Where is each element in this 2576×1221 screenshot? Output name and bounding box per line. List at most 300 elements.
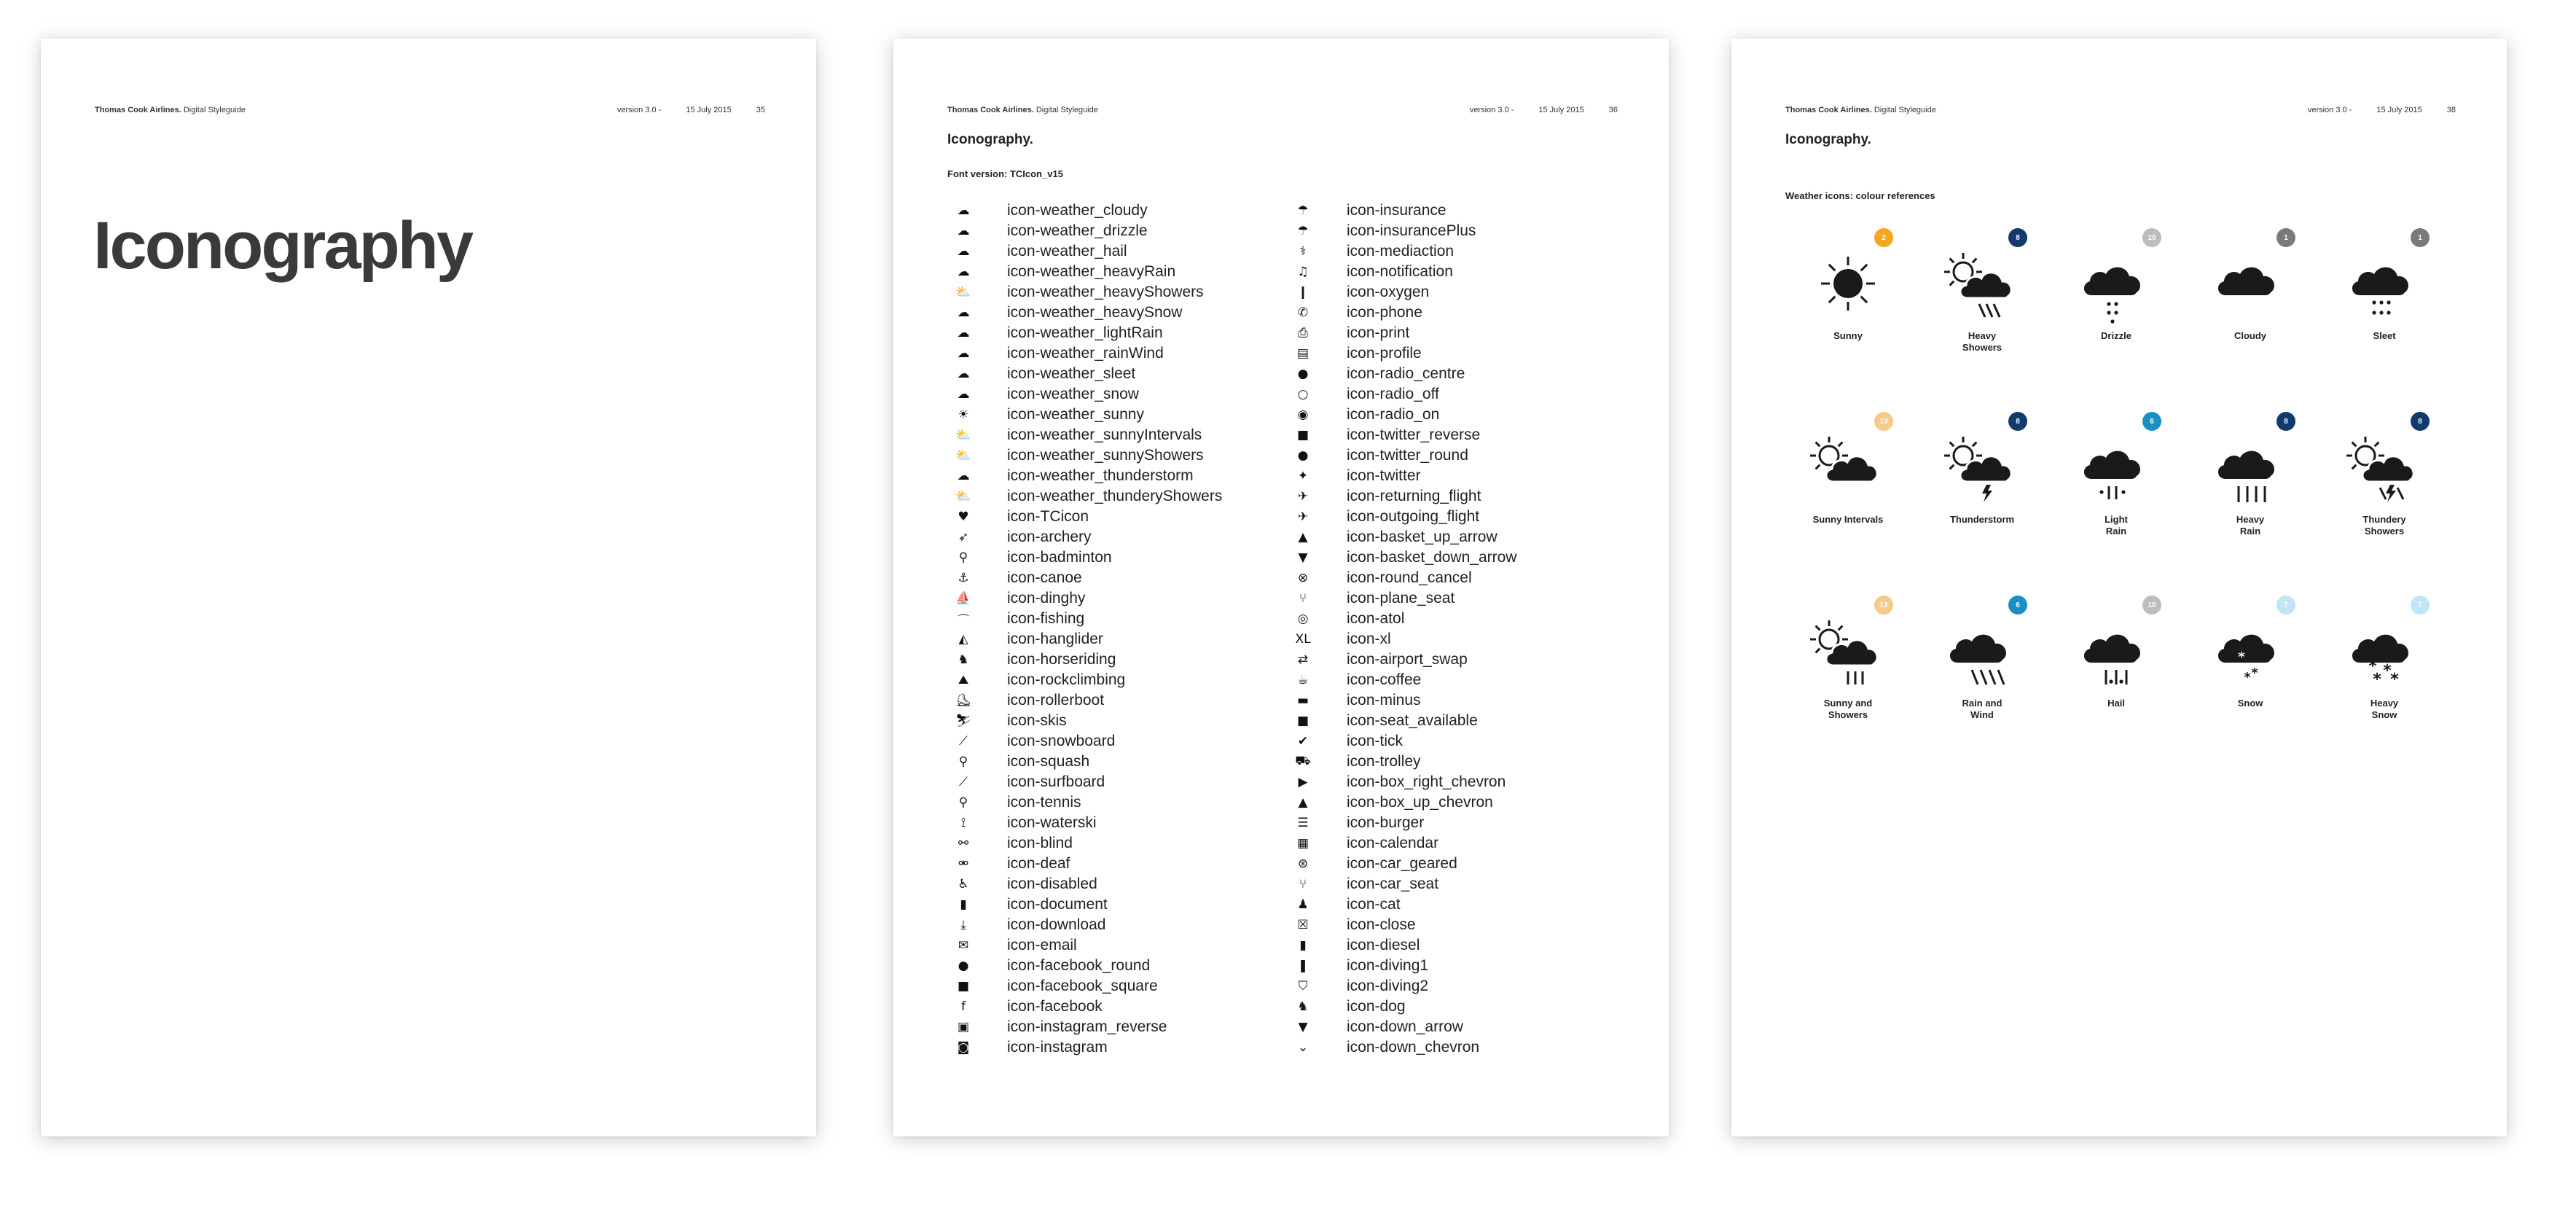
icon-list-item	[1294, 527, 1516, 547]
icon-class-name: icon-oxygen	[1347, 284, 1430, 300]
header-version: version 3.0 -	[616, 106, 662, 114]
weather-icon-label: Light Rain	[2105, 514, 2128, 537]
icon-class-name: icon-facebook_square	[1007, 978, 1158, 994]
icon-list-item	[1294, 976, 1516, 996]
weather-icon-card	[1915, 596, 2049, 757]
icon-list-item	[955, 935, 1222, 956]
colour-reference-badge: 7	[2276, 596, 2295, 615]
colour-reference-badge: 1	[2276, 228, 2295, 247]
icon-list-item	[955, 221, 1222, 241]
icon-class-name: icon-diving1	[1347, 957, 1429, 974]
icon-class-name: icon-dinghy	[1007, 590, 1086, 606]
canoe-icon: ⚓	[958, 571, 969, 585]
icon-list-item	[1294, 792, 1516, 813]
icon-class-name: icon-seat_available	[1347, 712, 1478, 729]
weather-icon-card	[1915, 228, 2049, 390]
cloud-icon: ☁	[957, 469, 970, 483]
svg-text:*: *	[2371, 639, 2380, 657]
xl-icon: XL	[1295, 632, 1311, 647]
facebook-square-icon: ■	[957, 979, 970, 994]
icon-class-name: icon-tennis	[1007, 794, 1081, 811]
icon-class-name: icon-weather_sleet	[1007, 365, 1136, 382]
heavy-rain-icon	[2209, 431, 2291, 511]
weather-icon-card	[2183, 228, 2317, 390]
icon-class-name: icon-box_right_chevron	[1347, 773, 1506, 790]
radio-off-icon: ○	[1297, 387, 1309, 402]
light-rain-icon	[2075, 431, 2157, 511]
icon-class-name: icon-radio_centre	[1347, 365, 1465, 382]
icon-list-item	[955, 996, 1222, 1017]
icon-class-name: icon-radio_off	[1347, 386, 1439, 402]
icon-list-item	[1294, 629, 1516, 649]
icon-class-name: icon-weather_sunny	[1007, 406, 1144, 423]
icon-class-name: icon-print	[1347, 324, 1410, 341]
twitter-reverse-icon: ■	[1296, 428, 1309, 442]
icon-list-item	[1294, 425, 1516, 445]
car-seat-icon: ⑂	[1299, 877, 1307, 892]
font-version-label: Font version: TCIcon_v15	[947, 168, 1063, 179]
cloudy-icon	[2209, 247, 2291, 327]
icon-list-item	[1294, 915, 1516, 935]
icon-class-name: icon-twitter	[1347, 467, 1421, 484]
icon-list-item	[1294, 690, 1516, 711]
dog-icon: ♞	[1297, 999, 1309, 1014]
cloud-sun-icon: ⛅	[955, 285, 971, 300]
icon-class-name: icon-horseriding	[1007, 651, 1116, 668]
icon-list-item	[1294, 221, 1516, 241]
icon-list-item	[955, 874, 1222, 894]
icon-list-left	[955, 200, 1222, 1058]
weather-icon-label: Thunderstorm	[1949, 514, 2015, 525]
icon-list-item	[1294, 854, 1516, 874]
icon-class-name: icon-twitter_reverse	[1347, 426, 1481, 443]
svg-text:*: *	[2251, 666, 2258, 681]
page-number: 38	[2446, 106, 2456, 114]
returning-flight-icon: ✈	[1297, 489, 1309, 504]
thundery-showers-icon	[2344, 431, 2425, 511]
cloud-icon: ☁	[957, 326, 970, 340]
icon-list-item	[1294, 996, 1516, 1017]
icon-class-name: icon-weather_rainWind	[1007, 345, 1164, 362]
icon-list-item	[1294, 405, 1516, 425]
svg-text:*: *	[2390, 671, 2399, 689]
icon-class-name: icon-phone	[1347, 304, 1422, 321]
icon-class-name: icon-cat	[1347, 896, 1401, 913]
icon-class-name: icon-canoe	[1007, 569, 1082, 586]
weather-colour-label: Weather icons: colour references	[1785, 190, 1935, 201]
profile-icon: ▤	[1296, 346, 1309, 361]
rockclimbing-icon: ⛰	[958, 673, 969, 687]
icon-list-item	[1294, 935, 1516, 956]
basket-down-arrow-icon: ▼	[1298, 550, 1308, 565]
header-version: version 3.0 -	[2307, 106, 2352, 114]
icon-list-item	[955, 200, 1222, 221]
page-header	[947, 106, 1618, 120]
icon-class-name: icon-diesel	[1347, 937, 1420, 953]
brand-subtitle: Digital Styleguide	[181, 106, 246, 114]
icon-class-name: icon-coffee	[1347, 671, 1422, 688]
weather-icon-label: Rain and Wind	[1962, 698, 2003, 720]
fishing-icon: ⌒	[957, 613, 970, 628]
round-cancel-icon: ⊗	[1297, 571, 1309, 585]
rain-wind-icon	[1941, 615, 2023, 695]
icon-list-item	[1294, 364, 1516, 384]
icon-list-item	[955, 568, 1222, 588]
icon-list-item	[1294, 813, 1516, 833]
colour-reference-badge: 2	[1874, 228, 1893, 247]
brand-name: Thomas Cook Airlines.	[947, 106, 1034, 114]
seat-available-icon: ■	[1296, 714, 1309, 728]
icon-class-name: icon-skis	[1007, 712, 1067, 729]
icon-class-name: icon-atol	[1347, 610, 1405, 627]
icon-class-name: icon-snowboard	[1007, 733, 1116, 749]
icon-list-item	[955, 466, 1222, 486]
colour-reference-badge: 8	[2276, 412, 2295, 431]
icon-class-name: icon-car_geared	[1347, 855, 1457, 872]
colour-reference-badge: 7	[2411, 596, 2430, 615]
heavy-snow-icon	[2344, 615, 2425, 695]
hanglider-icon: ◭	[958, 632, 968, 647]
icon-class-name: icon-document	[1007, 896, 1108, 913]
weather-icon-label: Drizzle	[2101, 330, 2131, 341]
icon-class-name: icon-round_cancel	[1347, 569, 1472, 586]
icon-class-name: icon-trolley	[1347, 753, 1421, 770]
heavy-showers-icon	[1941, 247, 2023, 327]
icon-class-name: icon-archery	[1007, 528, 1092, 545]
icon-class-name: icon-xl	[1347, 631, 1391, 647]
colour-reference-badge: 8	[2008, 412, 2027, 431]
brand-name: Thomas Cook Airlines.	[95, 106, 181, 114]
icon-class-name: icon-squash	[1007, 753, 1090, 770]
cloud-sun-icon: ⛅	[955, 489, 971, 504]
icon-list-item	[1294, 894, 1516, 915]
surfboard-icon: ⟋	[959, 775, 968, 789]
styleguide-page-38	[1731, 39, 2507, 1136]
down-arrow-icon: ▼	[1298, 1020, 1308, 1034]
car-geared-icon: ⊛	[1297, 857, 1309, 871]
icon-class-name: icon-email	[1007, 937, 1077, 953]
twitter-icon: ✦	[1297, 469, 1309, 483]
calendar-icon: ▦	[1296, 836, 1309, 851]
page-header	[95, 106, 765, 120]
icon-list-item	[1294, 200, 1516, 221]
icon-class-name: icon-close	[1347, 916, 1416, 933]
badminton-icon: ⚲	[958, 550, 968, 565]
icon-list-item	[955, 792, 1222, 813]
icon-list-item	[955, 588, 1222, 609]
weather-icon-card	[1781, 596, 1915, 757]
cloud-icon: ☁	[957, 203, 970, 218]
tick-icon: ✔	[1297, 734, 1309, 749]
dinghy-icon: ⛵	[955, 591, 971, 606]
header-brand	[947, 106, 1098, 114]
icon-class-name: icon-instagram	[1007, 1039, 1108, 1056]
icon-class-name: icon-instagram_reverse	[1007, 1018, 1167, 1035]
icon-class-name: icon-insurance	[1347, 202, 1446, 219]
icon-list-item	[1294, 833, 1516, 854]
svg-text:*: *	[2383, 634, 2392, 652]
icon-list-item	[1294, 323, 1516, 343]
icon-class-name: icon-weather_sunnyShowers	[1007, 447, 1204, 464]
rollerboot-icon: ⛸	[955, 693, 971, 708]
heart-icon: ♥	[958, 510, 969, 524]
sleet-icon	[2344, 247, 2425, 327]
icon-class-name: icon-hanglider	[1007, 631, 1103, 647]
tennis-icon: ⚲	[958, 795, 968, 810]
hail-icon	[2075, 615, 2157, 695]
icon-list-item	[955, 894, 1222, 915]
icon-class-name: icon-insurancePlus	[1347, 222, 1476, 239]
header-date: 15 July 2015	[686, 106, 732, 114]
colour-reference-badge: 13	[1874, 412, 1893, 431]
icon-list-item	[955, 1037, 1222, 1058]
cloud-icon: ☁	[957, 305, 970, 320]
icon-class-name: icon-diving2	[1347, 978, 1429, 994]
icon-list-item	[955, 303, 1222, 323]
header-date: 15 July 2015	[1538, 106, 1584, 114]
icon-class-name: icon-badminton	[1007, 549, 1112, 566]
weather-icon-grid	[1781, 228, 2451, 779]
icon-class-name: icon-down_arrow	[1347, 1018, 1463, 1035]
icon-class-name: icon-car_seat	[1347, 875, 1439, 892]
icon-list-item	[955, 772, 1222, 792]
icon-list-item	[955, 609, 1222, 629]
icon-class-name: icon-twitter_round	[1347, 447, 1468, 464]
icon-class-name: icon-weather_cloudy	[1007, 202, 1148, 219]
icon-list-item	[1294, 303, 1516, 323]
page-header	[1785, 106, 2456, 120]
icon-list-item	[1294, 1017, 1516, 1037]
icon-list-item	[1294, 547, 1516, 568]
styleguide-page-36	[893, 39, 1669, 1136]
weather-icon-card	[1915, 412, 2049, 574]
box-right-chevron-icon: ▶	[1298, 775, 1308, 789]
close-icon: ☒	[1297, 918, 1309, 932]
icon-list-item	[1294, 241, 1516, 262]
icon-class-name: icon-weather_hail	[1007, 243, 1127, 260]
icon-class-name: icon-basket_down_arrow	[1347, 549, 1517, 566]
weather-icon-card	[2317, 412, 2451, 574]
weather-icon-card	[2317, 596, 2451, 757]
icon-list-item	[955, 752, 1222, 772]
facebook-icon: f	[961, 999, 966, 1014]
svg-text:*: *	[2244, 670, 2251, 685]
icon-class-name: icon-tick	[1347, 733, 1404, 749]
styleguide-page-35	[41, 39, 816, 1136]
icon-list-item	[1294, 1037, 1516, 1058]
icon-list-item	[955, 629, 1222, 649]
weather-icon-label: Cloudy	[2234, 330, 2267, 341]
icon-list-item	[1294, 445, 1516, 466]
icon-class-name: icon-weather_heavyShowers	[1007, 284, 1204, 300]
download-icon: ⤓	[960, 918, 966, 932]
icon-list-item	[1294, 649, 1516, 670]
header-meta	[2308, 106, 2456, 114]
icon-list-item	[1294, 731, 1516, 752]
icon-class-name: icon-plane_seat	[1347, 590, 1455, 606]
icon-list-item	[1294, 486, 1516, 507]
weather-icon-label: Sunny and Showers	[1823, 698, 1873, 720]
weather-icon-card	[2183, 412, 2317, 574]
icon-class-name: icon-returning_flight	[1347, 488, 1481, 504]
airport-swap-icon: ⇄	[1297, 652, 1309, 667]
icon-list-item	[1294, 874, 1516, 894]
header-version: version 3.0 -	[1469, 106, 1514, 114]
icon-list-item	[1294, 343, 1516, 364]
icon-list-item	[955, 486, 1222, 507]
box-up-chevron-icon: ▲	[1298, 795, 1308, 810]
cloud-icon: ☁	[957, 224, 970, 238]
umbrella-plus-icon: ☂	[1297, 224, 1309, 238]
icon-class-name: icon-box_up_chevron	[1347, 794, 1493, 811]
icon-list-item	[955, 262, 1222, 282]
document-icon: ▮	[960, 897, 967, 912]
icon-list-item	[955, 956, 1222, 976]
email-icon: ✉	[958, 938, 969, 953]
header-date: 15 July 2015	[2376, 106, 2422, 114]
atol-icon: ◎	[1297, 612, 1309, 626]
colour-reference-badge: 6	[2142, 412, 2161, 431]
icon-class-name: icon-rockclimbing	[1007, 671, 1126, 688]
weather-icon-card	[2317, 228, 2451, 390]
icon-list-item	[955, 670, 1222, 690]
pill-icon: ⚕	[1299, 244, 1307, 259]
icon-class-name: icon-weather_snow	[1007, 386, 1139, 402]
icon-list-item	[1294, 609, 1516, 629]
icon-class-name: icon-download	[1007, 916, 1106, 933]
burger-icon: ☰	[1297, 816, 1309, 830]
icon-class-name: icon-weather_drizzle	[1007, 222, 1148, 239]
weather-icon-row	[1781, 228, 2451, 390]
icon-list-item	[955, 364, 1222, 384]
twitter-round-icon: ●	[1297, 448, 1309, 463]
instagram-icon: ◙	[957, 1040, 970, 1055]
icon-class-name: icon-basket_up_arrow	[1347, 528, 1498, 545]
weather-icon-label: Thundery Showers	[2362, 514, 2406, 537]
weather-icon-label: Sunny	[1833, 330, 1863, 341]
colour-reference-badge: 10	[2142, 596, 2161, 615]
radio-centre-icon: ●	[1297, 367, 1309, 381]
weather-icon-card	[1781, 228, 1915, 390]
deaf-icon: ⚮	[958, 857, 969, 871]
icon-list-item	[955, 425, 1222, 445]
section-title: Iconography.	[947, 132, 1033, 147]
weather-icon-label: Heavy Showers	[1962, 330, 2003, 353]
icon-class-name: icon-surfboard	[1007, 773, 1105, 790]
icon-list-item	[1294, 262, 1516, 282]
minus-icon: ▬	[1296, 693, 1309, 708]
page-title: Iconography	[93, 208, 472, 283]
weather-icon-label: Heavy Rain	[2236, 514, 2265, 537]
blind-icon: ⚯	[958, 836, 969, 851]
icon-class-name: icon-TCicon	[1007, 508, 1089, 525]
header-brand	[95, 106, 246, 114]
icon-class-name: icon-profile	[1347, 345, 1422, 362]
icon-list-item	[955, 282, 1222, 303]
header-brand	[1785, 106, 1936, 114]
section-title: Iconography.	[1785, 132, 1871, 147]
icon-list-item	[955, 547, 1222, 568]
page-number: 35	[756, 106, 765, 114]
weather-icon-label: Sleet	[2373, 330, 2396, 341]
print-icon: ⎙	[1298, 326, 1308, 340]
icon-class-name: icon-airport_swap	[1347, 651, 1468, 668]
icon-list-item	[955, 323, 1222, 343]
colour-reference-badge: 13	[1874, 596, 1893, 615]
sunny-intervals-icon	[1807, 431, 1889, 511]
weather-icon-label: Sunny Intervals	[1812, 514, 1884, 525]
svg-text:*: *	[2238, 649, 2245, 665]
icon-list-item	[1294, 588, 1516, 609]
weather-icon-label: Hail	[2107, 698, 2125, 709]
icon-list-item	[1294, 711, 1516, 731]
facebook-round-icon: ●	[958, 959, 969, 973]
colour-reference-badge: 10	[2142, 228, 2161, 247]
radio-on-icon: ◉	[1297, 407, 1309, 422]
icon-class-name: icon-waterski	[1007, 814, 1097, 831]
icon-list-item	[955, 241, 1222, 262]
squash-icon: ⚲	[958, 754, 968, 769]
horseriding-icon: ♞	[958, 652, 969, 667]
icon-class-name: icon-weather_thunderstorm	[1007, 467, 1194, 484]
header-meta	[1470, 106, 1618, 114]
archery-icon: ➶	[958, 530, 969, 545]
weather-icon-card	[1781, 412, 1915, 574]
icon-list-item	[955, 690, 1222, 711]
icon-list-item	[955, 833, 1222, 854]
icon-list-item	[955, 507, 1222, 527]
diving1-icon: ❚	[1297, 959, 1309, 973]
diving2-icon: ⛉	[1298, 979, 1308, 994]
cloud-sun-icon: ⛅	[955, 448, 971, 463]
cloud-icon: ☁	[957, 244, 970, 259]
icon-class-name: icon-facebook	[1007, 998, 1103, 1015]
weather-icon-card	[2183, 596, 2317, 757]
icon-list-item	[955, 343, 1222, 364]
cloud-icon: ☁	[957, 367, 970, 381]
icon-class-name: icon-facebook_round	[1007, 957, 1151, 974]
waterski-icon: ⟟	[960, 816, 966, 830]
icon-list-item	[1294, 956, 1516, 976]
page-number: 36	[1608, 106, 1618, 114]
icon-class-name: icon-weather_heavySnow	[1007, 304, 1183, 321]
icon-class-name: icon-outgoing_flight	[1347, 508, 1480, 525]
cat-icon: ♟	[1297, 897, 1309, 912]
colour-reference-badge: 8	[2008, 228, 2027, 247]
icon-class-name: icon-fishing	[1007, 610, 1085, 627]
brand-subtitle: Digital Styleguide	[1033, 106, 1098, 114]
icon-list-item	[955, 731, 1222, 752]
coffee-icon: ☕	[1297, 673, 1309, 687]
diesel-icon: ▮	[1299, 938, 1307, 953]
weather-icon-row	[1781, 412, 2451, 574]
umbrella-icon: ☂	[1297, 203, 1309, 218]
cloud-icon: ☁	[957, 265, 970, 279]
disabled-icon: ♿	[958, 877, 969, 892]
oxygen-icon: ❙	[1297, 285, 1309, 300]
icon-list-item	[1294, 466, 1516, 486]
svg-text:*: *	[2368, 658, 2377, 676]
icon-list-right	[1294, 200, 1516, 1058]
weather-icon-card	[2049, 596, 2183, 757]
icon-class-name: icon-weather_lightRain	[1007, 324, 1163, 341]
trolley-icon: ⛟	[1295, 754, 1311, 768]
icon-class-name: icon-radio_on	[1347, 406, 1440, 423]
icon-list-item	[1294, 384, 1516, 405]
icon-list-item	[955, 649, 1222, 670]
icon-list-item	[955, 976, 1222, 996]
icon-class-name: icon-rollerboot	[1007, 692, 1105, 709]
